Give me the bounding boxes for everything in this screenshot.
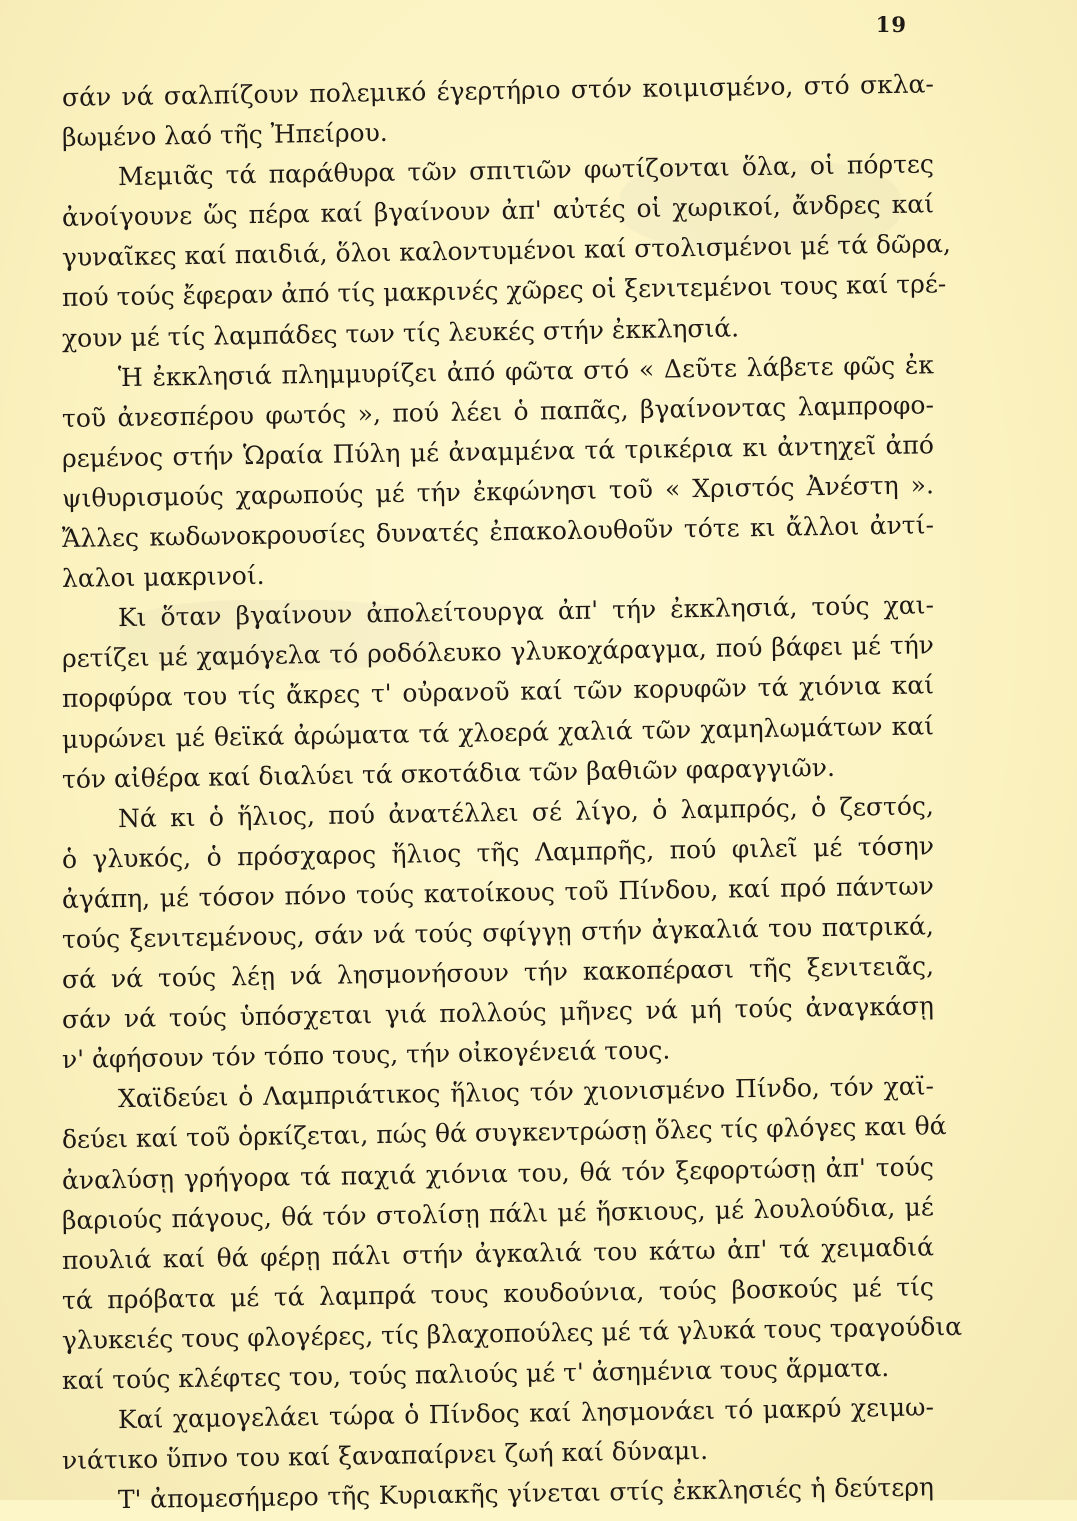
text-line: τούς ξενιτεμένους, σάν νά τούς σφίγγῃ στήν ἀγκαλιά του πατρικά, [61,911,935,954]
text-line: σά νά τούς λέῃ νά λησμονήσουν τήν κακοπέρασι τῆς ξενιτειᾶς, [61,951,935,995]
text-line: ρετίζει μέ χαμόγελα τό ροδόλευκο γλυκοχάραγμα, πού βάφει μέ τήν [61,630,935,674]
text-line: μυρώνει μέ θεϊκά ἀρώματα τά χλοερά χαλιά τῶν χαμηλωμάτων καί [61,710,935,754]
text-line: ν' ἀφήσουν τόν τόπο τους, τήν οἰκογένειά τους. [61,1035,671,1075]
text-line: τά πρόβατα μέ τά λαμπρά τους κουδούνια, τούς βοσκούς μέ τίς [61,1272,935,1315]
text-line: Ἡ ἐκκλησιά πλημμυρίζει ἀπό φῶτα στό « Δεῦτε λάβετε φῶς ἐκ [117,349,935,392]
text-line: χουν μέ τίς λαμπάδες των τίς λευκές στήν ἐκκλησιά. [61,312,740,353]
text-line: βωμένο λαό τῆς Ἠπείρου. [61,117,388,153]
text-line: Χαϊδεύει ὁ Λαμπριάτικος ἥλιος τόν χιονισμένο Πίνδο, τόν χαϊ- [117,1071,935,1114]
text-line: Τ' ἀπομεσήμερο τῆς Κυριακῆς γίνεται στίς ἐκκλησιές ἡ δεύτερη [117,1472,935,1515]
text-line: ἀγάπη, μέ τόσον πόνο τούς κατοίκους τοῦ Πίνδου, καί πρό πάντων [61,871,935,914]
text-line: Κι ὅταν βγαίνουν ἀπολείτουργα ἀπ' τήν ἐκκλησιά, τούς χαι- [117,590,935,633]
text-line: βαριούς πάγους, θά τόν στολίσῃ πάλι μέ ἥσκιους, μέ λουλούδια, μέ [61,1191,935,1235]
text-line: λαλοι μακρινοί. [61,560,265,594]
text-line: ἀναλύσῃ γρήγορα τά παχιά χιόνια του, θά τόν ξεφορτώσῃ ἀπ' τούς [61,1151,935,1195]
text-line: ρεμένος στήν Ὡραία Πύλη μέ ἀναμμένα τά τρικέρια κι ἀντηχεῖ ἀπό [61,430,935,473]
text-line: δεύει καί τοῦ ὁρκίζεται, πώς θά συγκεντρώσῃ ὅλες τίς φλόγες και θά [61,1111,947,1155]
text-line: σάν νά σαλπίζουν πολεμικό έγερτήριο στόν κοιμισμένο, στό σκλα- [61,69,935,112]
text-line: Μεμιᾶς τά παράθυρα τῶν σπιτιῶν φωτίζονται ὅλα, οἱ πόρτες [117,149,935,192]
text-line: καί τούς κλέφτες του, τούς παλιούς μέ τ' ἀσημένια τους ἅρματα. [61,1353,890,1395]
text-line: Ἄλλες κωδωνοκρουσίες δυνατές ἐπακολουθοῦν τότε κι ἄλλοι ἀντί- [61,510,935,554]
text-line: γυναῖκες καί παιδιά, ὅλοι καλοντυμένοι καί στολισμένοι μέ τά δῶρα, [61,229,952,273]
text-line: ψιθυρισμούς χαρωπούς μέ τήν ἐκφώνησι τοῦ « Χριστός Ἀνέστη ». [61,470,935,513]
text-line: πού τούς ἔφεραν ἀπό τίς μακρινές χῶρες οἱ ξενιτεμένοι τους καί τρέ- [61,269,947,313]
body-text [61,69,963,1521]
text-line: σάν νά τούς ὑπόσχεται γιά πολλούς μῆνες νά μή τούς ἀναγκάσῃ [61,991,935,1035]
page-number: 19 [875,12,907,37]
text-line: τόν αἰθέρα καί διαλύει τά σκοτάδια τῶν βαθιῶν φαραγγιῶν. [61,752,836,794]
text-line: γλυκειές τους φλογέρες, τίς βλαχοπούλες μέ τά γλυκά τους τραγούδια [61,1311,963,1355]
text-line: τοῦ ἀνεσπέρου φωτός », πού λέει ὁ παπᾶς, βγαίνοντας λαμπροφο- [61,390,935,433]
text-line: πουλιά καί θά φέρῃ πάλι στήν ἀγκαλιά του κάτω ἀπ' τά χειμαδιά [61,1232,935,1275]
text-line: πορφύρα του τίς ἄκρες τ' οὐρανοῦ καί τῶν κορυφῶν τά χιόνια καί [61,670,935,714]
text-line: Καί χαμογελάει τώρα ὁ Πίνδος καί λησμονάει τό μακρύ χειμω- [117,1392,935,1435]
text-line: νιάτικο ὕπνο του καί ξαναπαίρνει ζωή καί δύναμι. [61,1436,709,1476]
text-line: ἀνοίγουνε ὥς πέρα καί βγαίνουν ἀπ' αὐτές οἱ χωρικοί, ἄνδρες καί [61,189,935,233]
text-line: Νά κι ὁ ἥλιος, πού ἀνατέλλει σέ λίγο, ὁ λαμπρός, ὁ ζεστός, [117,790,935,833]
text-line: ὁ γλυκός, ὁ πρόσχαρος ἥλιος τῆς Λαμπρῆς, πού φιλεῖ μέ τόσην [61,831,935,874]
